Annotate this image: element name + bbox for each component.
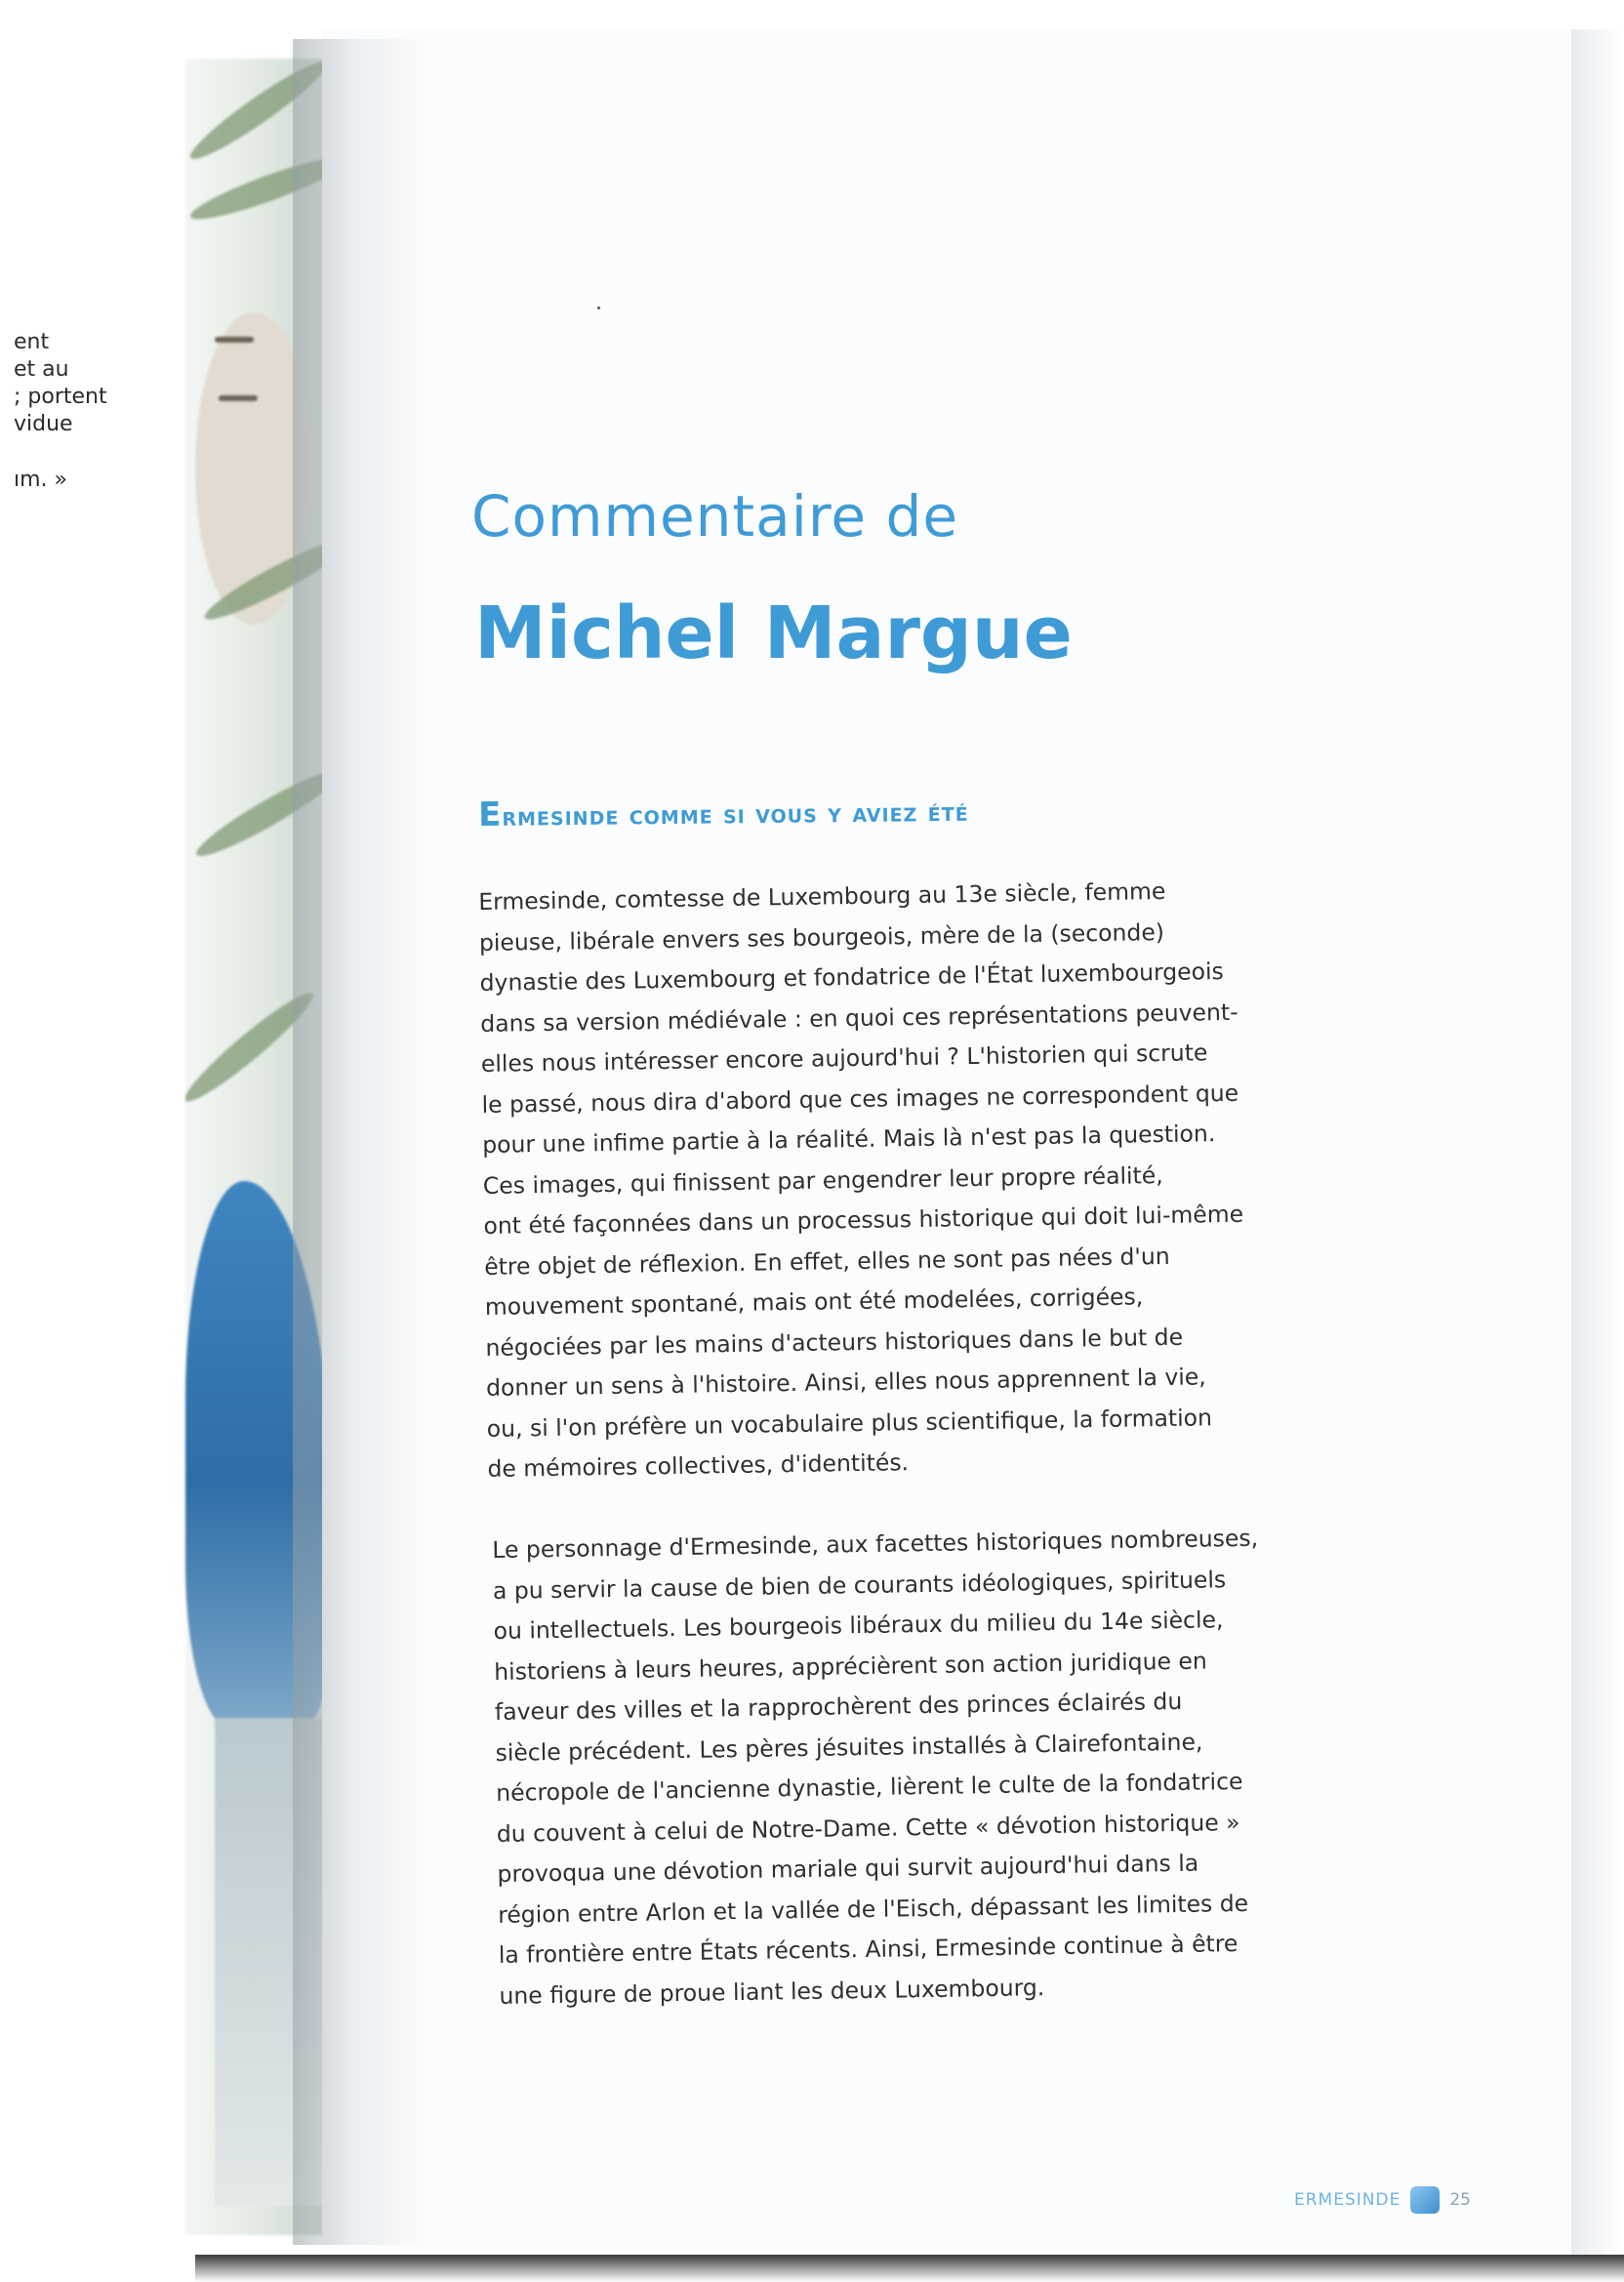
- section-heading: [477, 794, 969, 835]
- paragraph-line: la frontière entre États récents. Ainsi, Ermesinde continue à être: [498, 1930, 1238, 1969]
- footer-label: ERMESINDE: [1294, 2190, 1401, 2210]
- statue-eye: [219, 395, 258, 401]
- paragraph-2: [492, 1519, 1266, 2017]
- paragraph-line: faveur des villes et la rapprochèrent des princes éclairés du: [494, 1687, 1183, 1726]
- left-page-text-fragment: ent: [14, 330, 50, 354]
- left-facing-page: [0, 0, 195, 2282]
- paragraph-line: région entre Arlon et la vallée de l'Eisch, dépassant les limites de: [497, 1889, 1249, 1929]
- paragraph-line: donner un sens à l'histoire. Ainsi, elles nous apprennent la vie,: [485, 1363, 1206, 1402]
- paragraph-line: une figure de proue liant les deux Luxembourg.: [499, 1973, 1045, 2010]
- paragraph-line: de mémoires collectives, d'identités.: [487, 1448, 910, 1483]
- paragraph-line: elles nous intéresser encore aujourd'hui ? L'historien qui scrute: [480, 1039, 1208, 1078]
- statue-eye: [215, 337, 254, 343]
- ermesinde-logo-icon: [1410, 2186, 1440, 2214]
- paragraph-line: ou intellectuels. Les bourgeois libéraux du milieu du 14e siècle,: [493, 1606, 1224, 1645]
- page-footer: [1294, 2186, 1471, 2214]
- paragraph-line: historiens à leurs heures, apprécièrent son action juridique en: [494, 1647, 1207, 1686]
- section-heading-initial: E: [477, 795, 503, 835]
- section-heading-rest: rmesinde comme si vous y aviez été: [502, 796, 969, 833]
- left-page-text-fragment: ım. »: [14, 468, 67, 492]
- paragraph-line: provoqua une dévotion mariale qui survit aujourd'hui dans la: [497, 1849, 1199, 1888]
- page-number: 25: [1449, 2190, 1471, 2210]
- paragraph-line: dynastie des Luxembourg et fondatrice de l'État luxembourgeois: [479, 958, 1224, 997]
- paragraph-line: Ermesinde, comtesse de Luxembourg au 13e siècle, femme: [478, 876, 1166, 916]
- paragraph-1: [478, 871, 1247, 1490]
- paragraph-line: siècle précédent. Les pères jésuites installés à Clairefontaine,: [495, 1728, 1203, 1767]
- gutter-shadow: [293, 39, 429, 2245]
- paragraph-line: dans sa version médiévale : en quoi ces représentations peuvent-: [480, 998, 1238, 1038]
- paragraph-line: pieuse, libérale envers ses bourgeois, mère de la (seconde): [478, 917, 1165, 957]
- paragraph-line: pour une infime partie à la réalité. Mais là n'est pas la question.: [482, 1120, 1216, 1159]
- paragraph-line: du couvent à celui de Notre-Dame. Cette « dévotion historique »: [496, 1808, 1240, 1848]
- left-page-text-fragment: ; portent: [14, 385, 107, 409]
- page-bottom-edge: [195, 2255, 1624, 2282]
- paragraph-line: le passé, nous dira d'abord que ces images ne correspondent que: [481, 1079, 1239, 1119]
- paragraph-line: ou, si l'on préfère un vocabulaire plus scientifique, la formation: [486, 1403, 1213, 1443]
- paragraph-line: nécropole de l'ancienne dynastie, lièrent le culte de la fondatrice: [496, 1767, 1243, 1807]
- page-edge: [1571, 29, 1624, 2255]
- paragraph-line: a pu servir la cause de bien de courants idéologiques, spirituels: [492, 1565, 1227, 1605]
- paragraph-line: négociées par les mains d'acteurs historiques dans le but de: [485, 1323, 1184, 1362]
- print-speck: [597, 306, 600, 309]
- article-kicker: Commentaire de: [471, 483, 959, 550]
- paragraph-line: être objet de réflexion. En effet, elles ne sont pas nées d'un: [483, 1242, 1170, 1281]
- paragraph-line: Le personnage d'Ermesinde, aux facettes historiques nombreuses,: [492, 1524, 1259, 1564]
- paragraph-line: Ces images, qui finissent par engendrer leur propre réalité,: [482, 1161, 1163, 1200]
- left-page-text-fragment: et au: [14, 357, 69, 382]
- paragraph-line: ont été façonnées dans un processus historique qui doit lui-même: [483, 1200, 1244, 1240]
- paragraph-line: mouvement spontané, mais ont été modelées, corrigées,: [484, 1283, 1144, 1321]
- left-page-text-fragment: vidue: [14, 412, 73, 436]
- article-title: Michel Margue: [474, 591, 1073, 675]
